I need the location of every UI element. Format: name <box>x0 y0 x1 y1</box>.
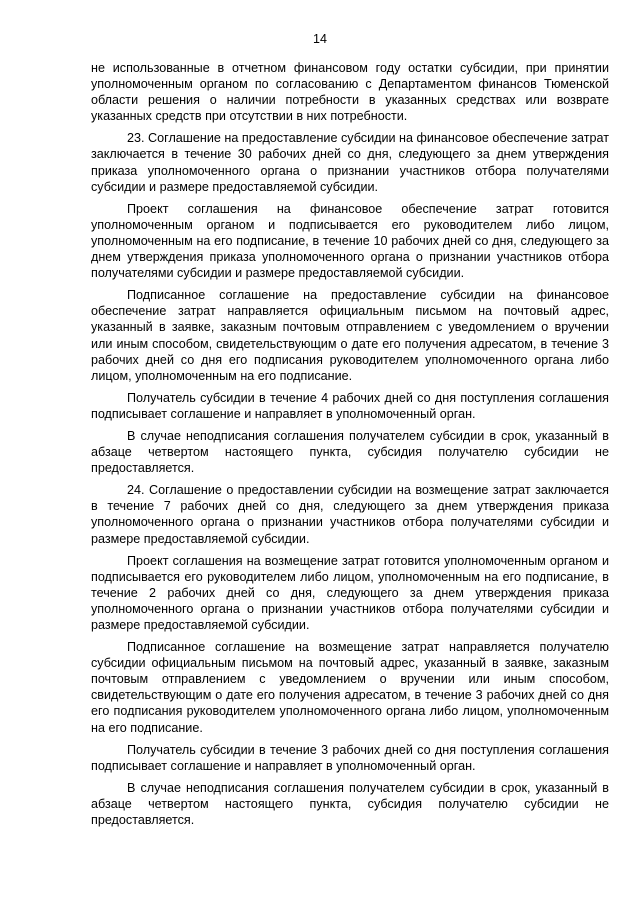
paragraph-non-signing-23: В случае неподписания соглашения получателем субсидии в срок, указанный в абзаце четвертом настоящего пункта, субсидия получателю субсидии не предоставляется. <box>91 428 609 476</box>
paragraph-recipient-signing-3-days: Получатель субсидии в течение 3 рабочих дней со дня поступления соглашения подписывает соглашение и направляет в уполномоченный орган. <box>91 742 609 773</box>
page-number: 14 <box>313 32 327 46</box>
paragraph-non-signing-24: В случае неподписания соглашения получателем субсидии в срок, указанный в абзаце четвертом настоящего пункта, субсидия получателю субсидии не предоставляется. <box>91 780 609 828</box>
paragraph-draft-reimbursement: Проект соглашения на возмещение затрат готовится уполномоченным органом и подписывается его руководителем либо лицом, уполномоченным на его подписание, в течение 2 рабочих дней со дня, следующего за днем утверждения приказа уполномоченного органа о признании участников отбора получателями субсидии и размере предоставляемой субсидии. <box>91 553 609 632</box>
paragraph-recipient-signing-4-days: Получатель субсидии в течение 4 рабочих дней со дня поступления соглашения подписывает соглашение и направляет в уполномоченный орган. <box>91 390 609 421</box>
paragraph-continuation: не использованные в отчетном финансовом году остатки субсидии, при принятии уполномоченным органом по согласованию с Департаментом финансов Тюменской области решения о наличии потребности в указанных средствах или возврате указанных средств при отсутствии в них потребности. <box>91 61 609 124</box>
paragraph-draft-financing: Проект соглашения на финансовое обеспечение затрат готовится уполномоченным органом и подписывается его руководителем либо лицом, уполномоченным на его подписание, в течение 10 рабочих дней со дня, следующего за днем утверждения приказа уполномоченного органа о признании участников отбора получателями субсидии и размере предоставляемой субсидии. <box>91 201 609 281</box>
paragraph-signed-reimbursement: Подписанное соглашение на возмещение затрат направляется получателю субсидии официальным письмом на почтовый адрес, указанный в заявке, заказным почтовым отправлением с уведомлением о вручении или иным способом, свидетельствующим о дате его получения адресатом, в течение 3 рабочих дней со дня его подписания руководителем уполномоченного органа либо лицом, уполномоченным на его подписание. <box>91 640 609 735</box>
document-body <box>91 60 609 834</box>
paragraph-item-24: 24. Соглашение о предоставлении субсидии на возмещение затрат заключается в течение 7 рабочих дней со дня, следующего за днем утверждения приказа уполномоченного органа о признании участников отбора получателями субсидии и размере предоставляемой субсидии. <box>91 483 609 546</box>
paragraph-signed-financing: Подписанное соглашение на предоставление субсидии на финансовое обеспечение затрат направляется официальным письмом на почтовый адрес, указанный в заявке, заказным почтовым отправлением с уведомлением о вручении или иным способом, свидетельствующим о дате его получения адресатом, в течение 3 рабочих дней со дня его подписания руководителем уполномоченного органа либо лицом, уполномоченным на его подписание. <box>91 288 609 383</box>
paragraph-item-23: 23. Соглашение на предоставление субсидии на финансовое обеспечение затрат заключается в течение 30 рабочих дней со дня, следующего за днем утверждения приказа уполномоченного органа о признании участников отбора получателями субсидии и размере предоставляемой субсидии. <box>91 131 609 194</box>
